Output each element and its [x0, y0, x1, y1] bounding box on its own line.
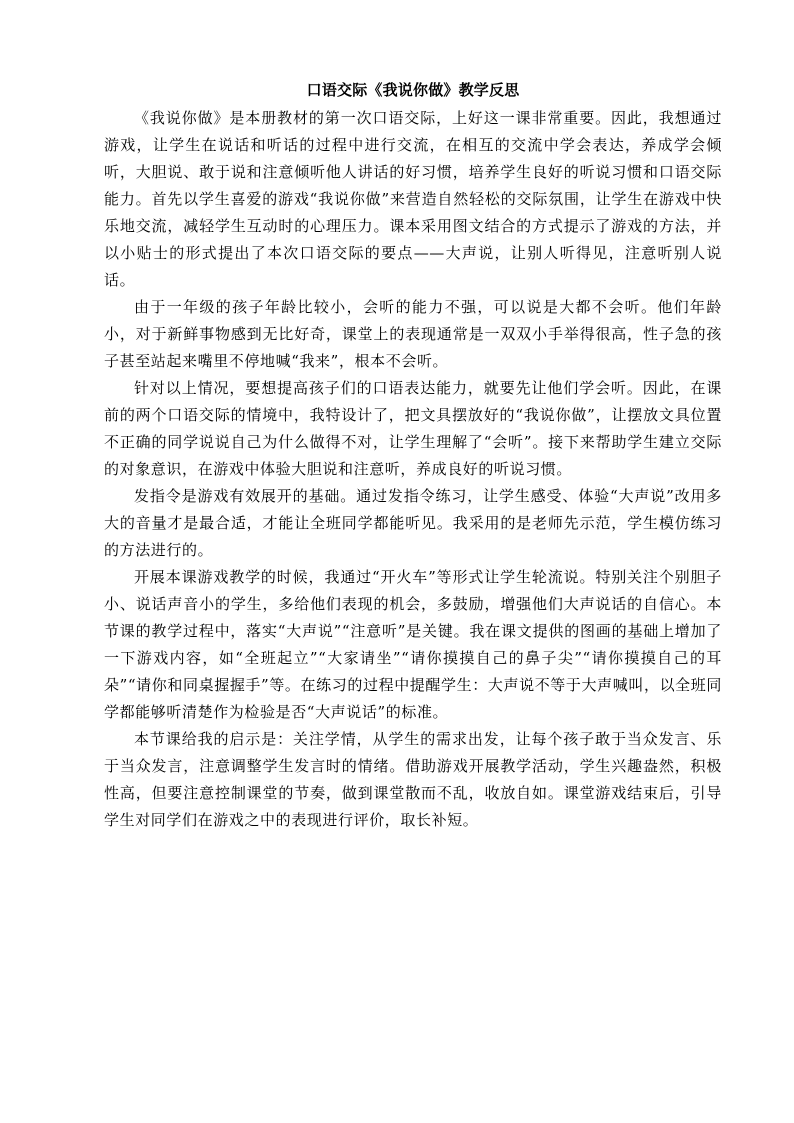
paragraph-reflection: 本节课给我的启示是：关注学情，从学生的需求出发，让每个孩子敢于当众发言、乐于当众发言，注意调整学生发言时的情绪。借助游戏开展教学活动，学生兴趣盎然，积极性高，但要注意控制课堂的节奏，做到课堂散而不乱，收放自如。课堂游戏结束后，引导学生对同学们在游戏之中的表现进行评价，取长补短。: [104, 730, 722, 829]
paragraph-learn-to-listen: 针对以上情况，要想提高孩子们的口语表达能力，就要先让他们学会听。因此，在课前的两个口语交际的情境中，我特设计了，把文具摆放好的“我说你做”，让摆放文具位置不正确的同学说说自己为什么做得不对，让学生理解了“会听”。接下来帮助学生建立交际的对象意识，在游戏中体验大胆说和注意听，养成良好的听说习惯。: [104, 379, 722, 478]
document-title: 口语交际《我说你做》教学反思: [306, 81, 520, 99]
paragraph-student-age: 由于一年级的孩子年龄比较小，会听的能力不强，可以说是大都不会听。他们年龄小，对于新鲜事物感到无比好奇，课堂上的表现通常是一双双小手举得很高，性子急的孩子甚至站起来嘴里不停地喊“我来”，根本不会听。: [104, 298, 722, 370]
document-body: [104, 77, 722, 834]
paragraph-intro: 《我说你做》是本册教材的第一次口语交际，上好这一课非常重要。因此，我想通过游戏，让学生在说话和听话的过程中进行交流，在相互的交流中学会表达，养成学会倾听，大胆说、敢于说和注意倾听他人讲话的好习惯，培养学生良好的听说习惯和口语交际能力。首先以学生喜爱的游戏“我说你做”来营造自然轻松的交际氛围，让学生在游戏中快乐地交流，减轻学生互动时的心理压力。课本采用图文结合的方式提示了游戏的方法，并以小贴士的形式提出了本次口语交际的要点——大声说，让别人听得见，注意听别人说话。: [104, 109, 722, 289]
paragraph-giving-instructions: 发指令是游戏有效展开的基础。通过发指令练习，让学生感受、体验“大声说”改用多大的音量才是最合适，才能让全班同学都能听见。我采用的是老师先示范，学生模仿练习的方法进行的。: [104, 487, 722, 559]
paragraph-game-teaching: 开展本课游戏教学的时候，我通过“开火车”等形式让学生轮流说。特别关注个别胆子小、说话声音小的学生，多给他们表现的机会，多鼓励，增强他们大声说话的自信心。本节课的教学过程中，落实“大声说”“注意听”是关键。我在课文提供的图画的基础上增加了一下游戏内容，如“全班起立”“大家请坐”“请你摸摸自己的鼻子尖”“请你摸摸自己的耳朵”“请你和同桌握握手”等。在练习的过程中提醒学生：大声说不等于大声喊叫，以全班同学都能够听清楚作为检验是否“大声说话”的标准。: [104, 568, 722, 721]
